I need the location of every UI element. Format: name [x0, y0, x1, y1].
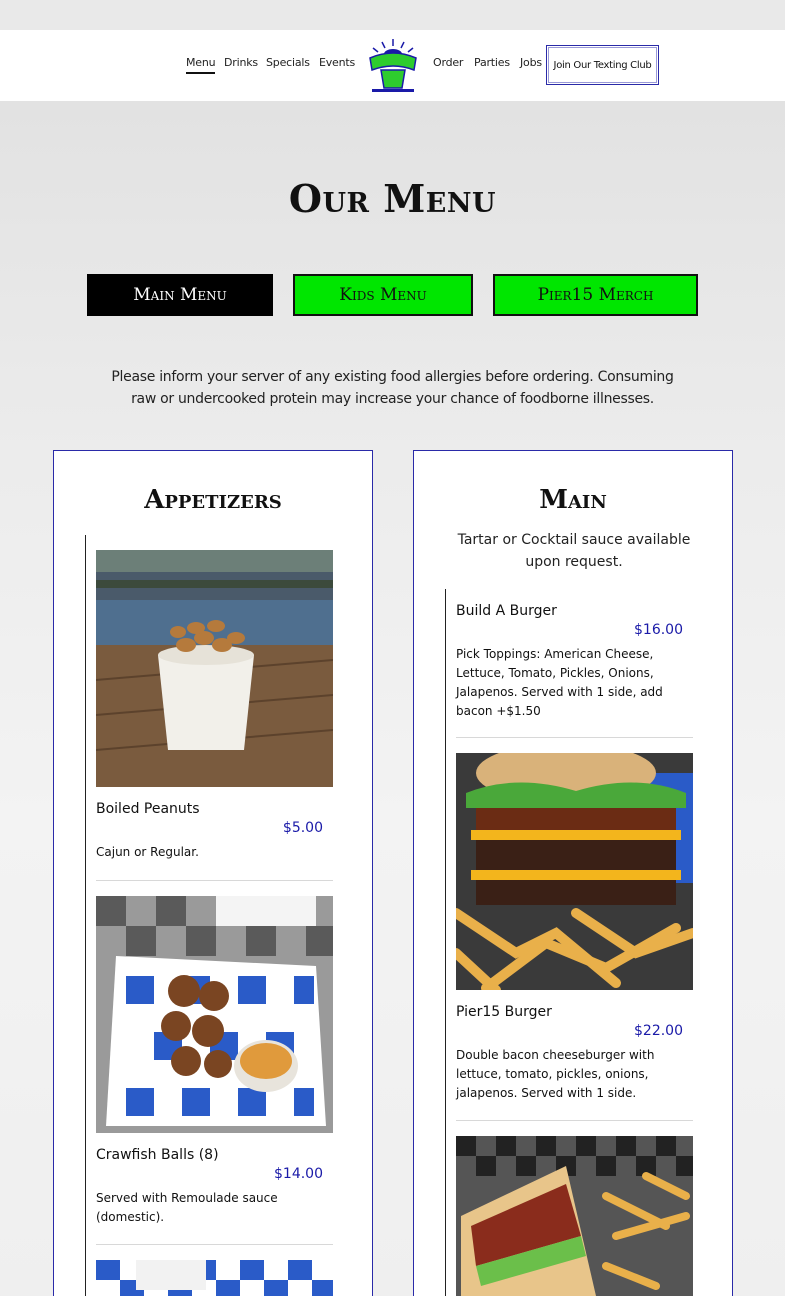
nav-order[interactable]: Order — [433, 56, 464, 69]
item-price: $16.00 — [634, 622, 683, 638]
menu-item — [96, 801, 333, 862]
nav-menu[interactable]: Menu — [186, 56, 215, 74]
nav-jobs[interactable]: Jobs — [520, 56, 542, 69]
boiled-peanuts-photo — [96, 550, 333, 787]
appetizers-card — [53, 450, 373, 1296]
main-title: Main — [539, 485, 607, 515]
menu-item — [456, 1004, 693, 1103]
tab-kids-menu[interactable]: Kids Menu — [293, 274, 473, 316]
allergy-notice: Please inform your server of any existing food allergies before ordering. Consuming raw or undercooked protein may increase your chance of foodborne illnesses. — [111, 369, 674, 407]
crawfish-balls-photo — [96, 896, 333, 1133]
sandwich-photo — [456, 1136, 693, 1296]
main-subtitle: Tartar or Cocktail sauce available upon request. — [457, 532, 691, 570]
page-title: Our Menu — [288, 176, 497, 221]
card-divider-line — [85, 535, 86, 1296]
pier15-burger-photo — [456, 753, 693, 990]
tab-merch[interactable]: Pier15 Merch — [493, 274, 698, 316]
item-price: $14.00 — [274, 1166, 323, 1182]
item-description: Cajun or Regular. — [96, 845, 199, 859]
top-strip — [0, 0, 785, 30]
nav-specials[interactable]: Specials — [266, 56, 310, 69]
item-separator — [96, 1244, 333, 1245]
item-name: Pier15 Burger — [456, 1004, 552, 1020]
item-price: $5.00 — [282, 820, 323, 836]
item-separator — [456, 737, 693, 738]
item-name: Crawfish Balls (8) — [96, 1147, 219, 1163]
main-card — [413, 450, 733, 1296]
item-description: Pick Toppings: American Cheese, Lettuce, Tomato, Pickles, Onions, Jalapenos. Served with 1 side, add bacon +$1.50 — [456, 647, 663, 718]
card-divider-line — [445, 589, 446, 1296]
appetizers-title: Appetizers — [144, 485, 282, 515]
tab-main-menu[interactable]: Main Menu — [87, 274, 273, 316]
nav-drinks[interactable]: Drinks — [224, 56, 258, 69]
site-header — [0, 30, 785, 101]
menu-item — [96, 1147, 333, 1227]
item-description: Double bacon cheeseburger with lettuce, tomato, pickles, onions, jalapenos. Served with 1 side. — [456, 1048, 655, 1100]
texting-club-button[interactable]: Join Our Texting Club — [546, 45, 659, 85]
item-name: Boiled Peanuts — [96, 801, 200, 817]
pier15-logo-icon — [364, 36, 422, 94]
item-name: Build A Burger — [456, 603, 557, 619]
item-separator — [96, 880, 333, 881]
item-separator — [456, 1120, 693, 1121]
pier15-logo[interactable] — [364, 36, 422, 94]
menu-item — [456, 603, 693, 721]
nav-parties[interactable]: Parties — [474, 56, 510, 69]
nav-events[interactable]: Events — [319, 56, 356, 69]
item-description: Served with Remoulade sauce (domestic). — [96, 1191, 278, 1224]
appetizer-photo-partial — [96, 1260, 333, 1296]
item-price: $22.00 — [634, 1023, 683, 1039]
